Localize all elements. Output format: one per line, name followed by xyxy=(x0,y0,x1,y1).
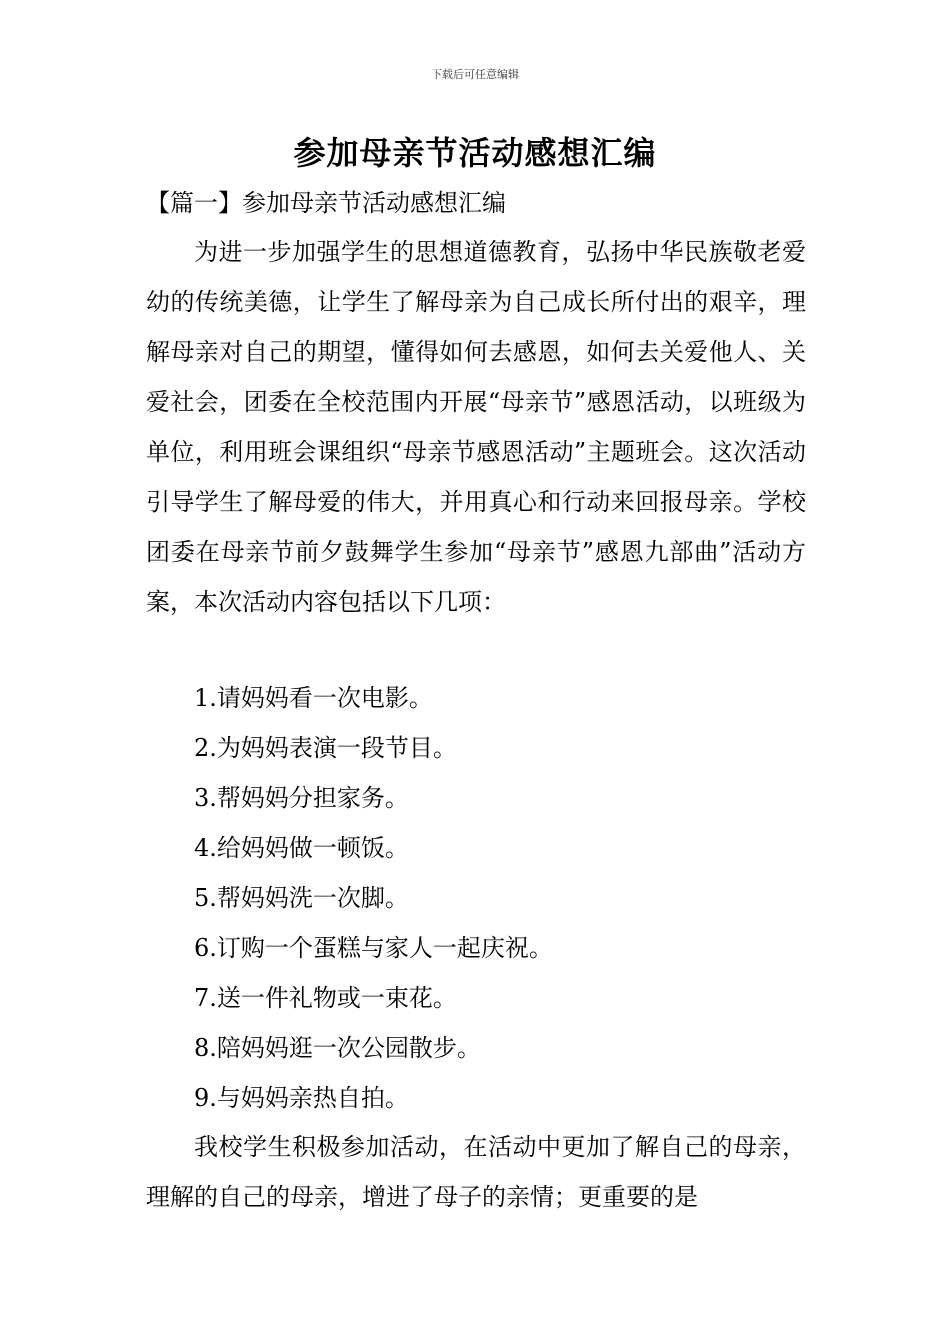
closing-section xyxy=(146,1122,806,1222)
list-item: 5.帮妈妈洗一次脚。 xyxy=(194,884,409,912)
list-item: 9.与妈妈亲热自拍。 xyxy=(194,1084,409,1112)
list-item: 4.给妈妈做一顿饭。 xyxy=(194,834,409,862)
list-item: 8.陪妈妈逛一次公园散步。 xyxy=(194,1034,481,1062)
section-heading: 【篇一】参加母亲节活动感想汇编 xyxy=(146,189,506,217)
closing-paragraph: 我校学生积极参加活动，在活动中更加了解自己的母亲，理解的自己的母亲，增进了母子的亲情；更重要的是 xyxy=(146,1133,806,1211)
list-item: 2.为妈妈表演一段节目。 xyxy=(194,734,457,762)
intro-section xyxy=(146,227,806,627)
list-item: 1.请妈妈看一次电影。 xyxy=(194,684,433,712)
activity-list xyxy=(194,673,806,1123)
list-item: 6.订购一个蛋糕与家人一起庆祝。 xyxy=(194,934,553,962)
list-item: 7.送一件礼物或一束花。 xyxy=(194,984,457,1012)
intro-paragraph: 为进一步加强学生的思想道德教育，弘扬中华民族敬老爱幼的传统美德，让学生了解母亲为自己成长所付出的艰辛，理解母亲对自己的期望，懂得如何去感恩，如何去关爱他人、关爱社会，团委在全校范围内开展“母亲节”感恩活动，以班级为单位，利用班会课组织“母亲节感恩活动”主题班会。这次活动引导学生了解母爱的伟大，并用真心和行动来回报母亲。学校团委在母亲节前夕鼓舞学生参加“母亲节”感恩九部曲”活动方案，本次活动内容包括以下几项： xyxy=(146,238,806,616)
list-item: 3.帮妈妈分担家务。 xyxy=(194,784,409,812)
header-note: 下载后可任意编辑 xyxy=(431,68,519,81)
document-title: 参加母亲节活动感想汇编 xyxy=(293,134,657,172)
